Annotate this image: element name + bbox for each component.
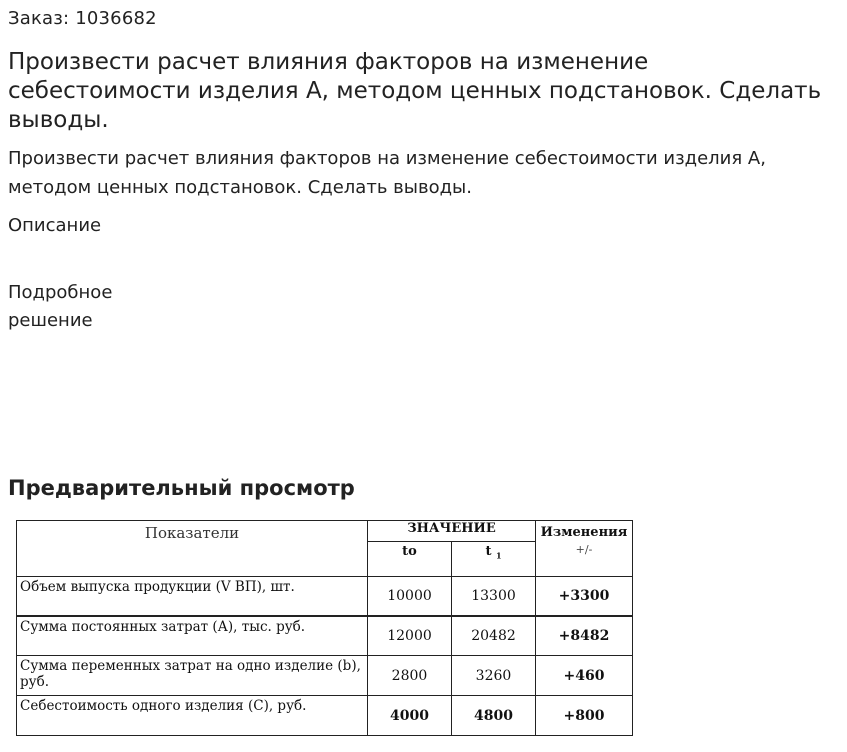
row-label: Объем выпуска продукции (V ВП), шт.	[17, 577, 368, 617]
row-t1: 13300	[452, 577, 536, 617]
description-label: Описание	[8, 215, 102, 236]
row-change: +460	[536, 656, 633, 696]
row-label: Сумма постоянных затрат (А), тыс. руб.	[17, 616, 368, 656]
order-number: Заказ: 1036682	[8, 8, 157, 29]
row-t0: 10000	[368, 577, 452, 617]
row-change: +3300	[536, 577, 633, 617]
table-row	[17, 616, 633, 656]
row-change: +8482	[536, 616, 633, 656]
task-title: Произвести расчет влияния факторов на изменение себестоимости изделия А, методом ценных подстановок. Сделать выводы.	[8, 49, 822, 133]
task-description: Произвести расчет влияния факторов на изменение себестоимости изделия А, методом ценных подстановок. Сделать выводы.	[8, 148, 766, 198]
table-header-row	[17, 521, 633, 542]
table-row	[17, 656, 633, 696]
header-t1	[452, 542, 536, 577]
header-change	[536, 521, 633, 577]
row-t1: 3260	[452, 656, 536, 696]
header-indicators: Показатели	[17, 521, 368, 577]
header-change-label: Изменения	[540, 525, 628, 540]
row-label: Сумма переменных затрат на одно изделие (b), руб.	[17, 656, 368, 696]
row-t0: 12000	[368, 616, 452, 656]
header-t1-sub: 1	[495, 550, 502, 561]
row-t1: 20482	[452, 616, 536, 656]
row-change: +800	[536, 696, 633, 736]
row-label: Себестоимость одного изделия (С), руб.	[17, 696, 368, 736]
header-t1-label: t	[485, 544, 492, 560]
detailed-solution-label: Подробное решение	[8, 282, 113, 331]
header-t0: to	[368, 542, 452, 577]
row-t1: 4800	[452, 696, 536, 736]
table-row	[17, 577, 633, 617]
header-value: ЗНАЧЕНИЕ	[368, 521, 536, 542]
preview-heading: Предварительный просмотр	[8, 476, 355, 500]
row-t0: 4000	[368, 696, 452, 736]
preview-table	[16, 520, 633, 736]
header-change-sub: +/-	[575, 543, 593, 556]
row-t0: 2800	[368, 656, 452, 696]
table-row	[17, 696, 633, 736]
